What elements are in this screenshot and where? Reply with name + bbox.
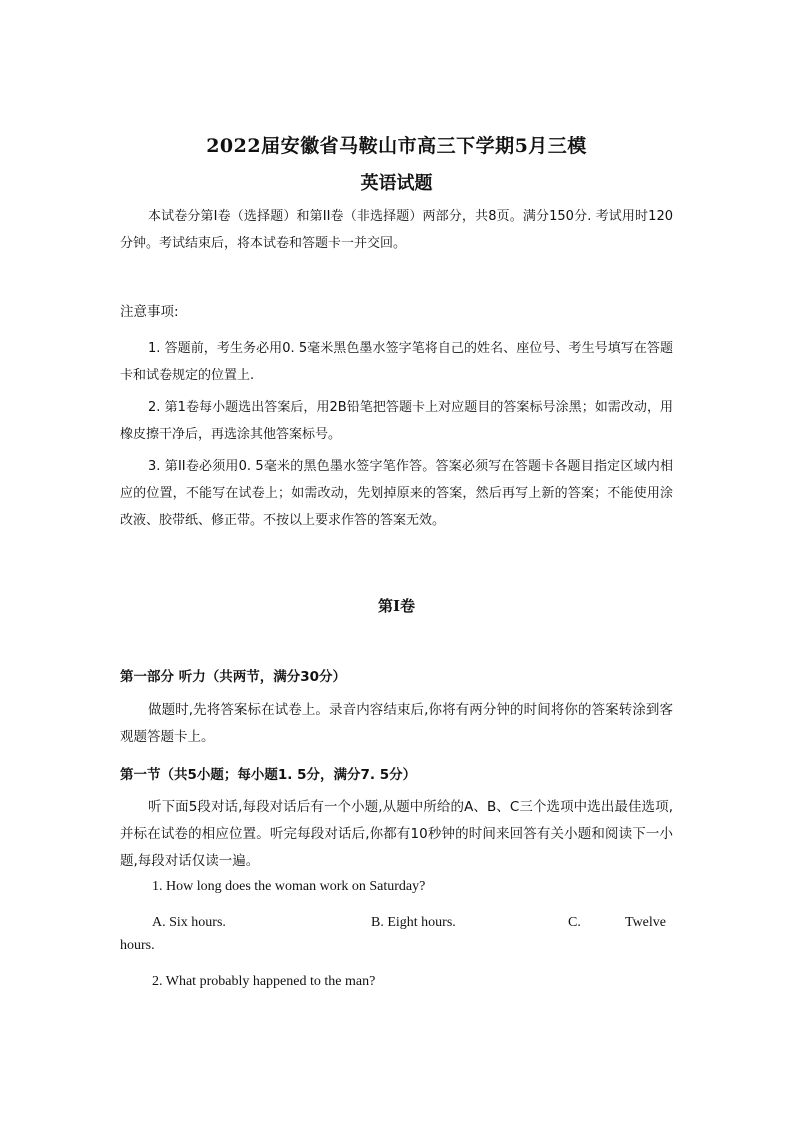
question-2: 2. What probably happened to the man?: [152, 974, 376, 989]
question-1-option-c-wrap: hours.: [120, 938, 155, 953]
question-1-option-c-text: Twelve: [625, 915, 667, 930]
part1-instructions: 做题时,先将答案标在试卷上。录音内容结束后,你将有两分钟的时间将你的答案转涂到客观题答题卡上。: [120, 702, 673, 745]
note-item-1: 1. 答题前，考生务必用0. 5毫米黑色墨水签字笔将自己的姓名、座位号、考生号填写在答题卡和试卷规定的位置上.: [120, 341, 673, 383]
page-subtitle: 英语试题: [360, 173, 433, 194]
question-1-option-b: B. Eight hours.: [371, 915, 456, 930]
intro-paragraph: 本试卷分第I卷（选择题）和第II卷（非选择题）两部分，共8页。满分150分. 考试用时120分钟。考试结束后，将本试卷和答题卡一并交回。: [120, 209, 673, 251]
section1-instructions: 听下面5段对话,每段对话后有一个小题,从题中所给的A、B、C三个选项中选出最佳选项,并标在试卷的相应位置。听完每段对话后,你都有10秒钟的时间来回答有关小题和阅读下一小题,每段对话仅读一遍。: [120, 799, 673, 869]
question-1-option-a: A. Six hours.: [152, 915, 226, 930]
note-item-2: 2. 第1卷每小题选出答案后，用2B铅笔把答题卡上对应题目的答案标号涂黑；如需改动，用橡皮擦干净后，再选涂其他答案标号。: [120, 400, 673, 442]
question-1-option-c-letter: C.: [568, 915, 581, 930]
page-title: 2022届安徽省马鞍山市高三下学期5月三模: [206, 135, 587, 157]
question-1: 1. How long does the woman work on Saturday?: [152, 879, 426, 894]
section-title: 第I卷: [377, 597, 416, 615]
section1-heading: 第一节（共5小题；每小题1. 5分，满分7. 5分）: [120, 767, 417, 783]
note-item-3: 3. 第II卷必须用0. 5毫米的黑色墨水签字笔作答。答案必须写在答题卡各题目指定区域内相应的位置，不能写在试卷上；如需改动，先划掉原来的答案，然后再写上新的答案；不能使用涂改液、胶带纸、修正带。不按以上要求作答的答案无效。: [120, 459, 673, 528]
notes-heading: 注意事项:: [120, 304, 179, 320]
part1-heading: 第一部分 听力（共两节，满分30分）: [120, 669, 346, 685]
